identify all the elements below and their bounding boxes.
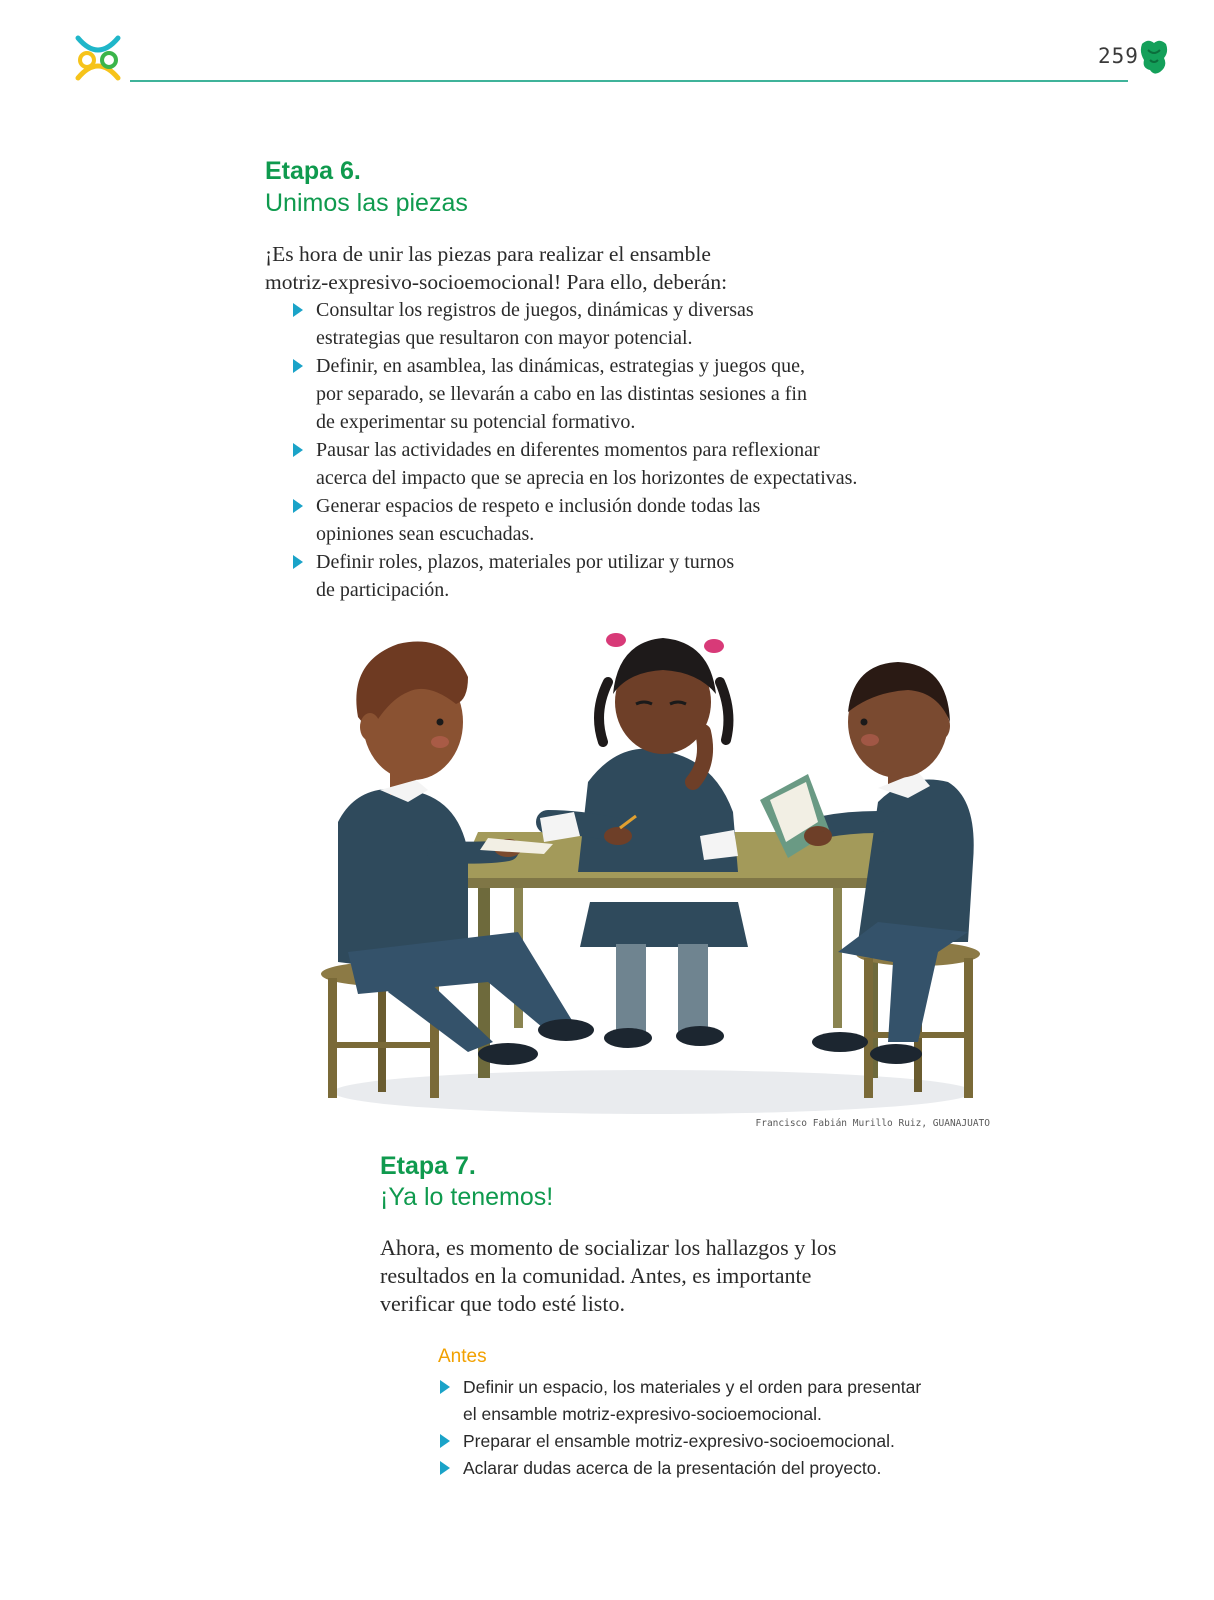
list-item-line: Aclarar dudas acerca de la presentación del proyecto. [463,1458,882,1478]
list-item-line: Pausar las actividades en diferentes momentos para reflexionar [316,439,820,461]
list-item-line: Definir un espacio, los materiales y el orden para presentar [463,1377,922,1397]
series-logo-icon [72,32,124,84]
stage6-subtitle: Unimos las piezas [265,189,468,217]
list-item-line: por separado, se llevarán a cabo en las distintas sesiones a fin [316,383,807,405]
bullet-triangle-icon [293,499,303,513]
stage7-intro-line: resultados en la comunidad. Antes, es importante [380,1263,812,1288]
list-item-line: de participación. [316,579,450,601]
bullet-triangle-icon [440,1434,450,1448]
list-item [436,1428,921,1455]
list-item [289,548,857,604]
bullet-triangle-icon [293,555,303,569]
list-item [289,296,857,352]
stage6-intro-line: ¡Es hora de unir las piezas para realizar el ensamble [265,242,711,266]
page-number: 259 [1098,44,1139,68]
bullet-triangle-icon [293,359,303,373]
stage6-intro-line: motriz-expresivo-socioemocional! Para ello, deberán: [265,270,728,294]
stage7-intro-line: Ahora, es momento de socializar los hallazgos y los [380,1235,837,1260]
list-item-line: Definir, en asamblea, las dinámicas, estrategias y juegos que, [316,355,806,377]
list-item [436,1374,921,1428]
list-item-line: estrategias que resultaron con mayor potencial. [316,327,693,349]
bullet-triangle-icon [440,1380,450,1394]
decorative-corner-icon [1138,38,1170,76]
list-item-line: Definir roles, plazos, materiales por utilizar y turnos [316,551,735,573]
bullet-triangle-icon [293,303,303,317]
stage6-title: Etapa 6. [265,157,361,185]
list-item [436,1455,921,1482]
bullet-triangle-icon [440,1461,450,1475]
stage7-intro [380,1234,836,1318]
stage7-intro-line: verificar que todo esté listo. [380,1291,625,1316]
stage7-bullet-list [436,1374,921,1482]
header-rule [130,80,1128,82]
illustration-credit: Francisco Fabián Murillo Ruiz, GUANAJUATO [755,1118,990,1129]
list-item-line: Generar espacios de respeto e inclusión donde todas las [316,495,761,517]
list-item [289,492,857,548]
stage7-subtitle: ¡Ya lo tenemos! [380,1183,554,1211]
list-item [289,352,857,436]
list-item [289,436,857,492]
antes-label: Antes [438,1346,487,1367]
list-item-line: Consultar los registros de juegos, dinámicas y diversas [316,299,754,321]
list-item-line: opiniones sean escuchadas. [316,523,535,545]
stage7-title: Etapa 7. [380,1152,476,1180]
list-item-line: Preparar el ensamble motriz-expresivo-socioemocional. [463,1431,895,1451]
stage6-intro [265,240,727,296]
list-item-line: el ensamble motriz-expresivo-socioemocional. [463,1404,822,1424]
children-at-table-illustration [318,622,988,1122]
bullet-triangle-icon [293,443,303,457]
list-item-line: de experimentar su potencial formativo. [316,411,636,433]
list-item-line: acerca del impacto que se aprecia en los horizontes de expectativas. [316,467,858,489]
stage6-bullet-list [289,296,857,604]
